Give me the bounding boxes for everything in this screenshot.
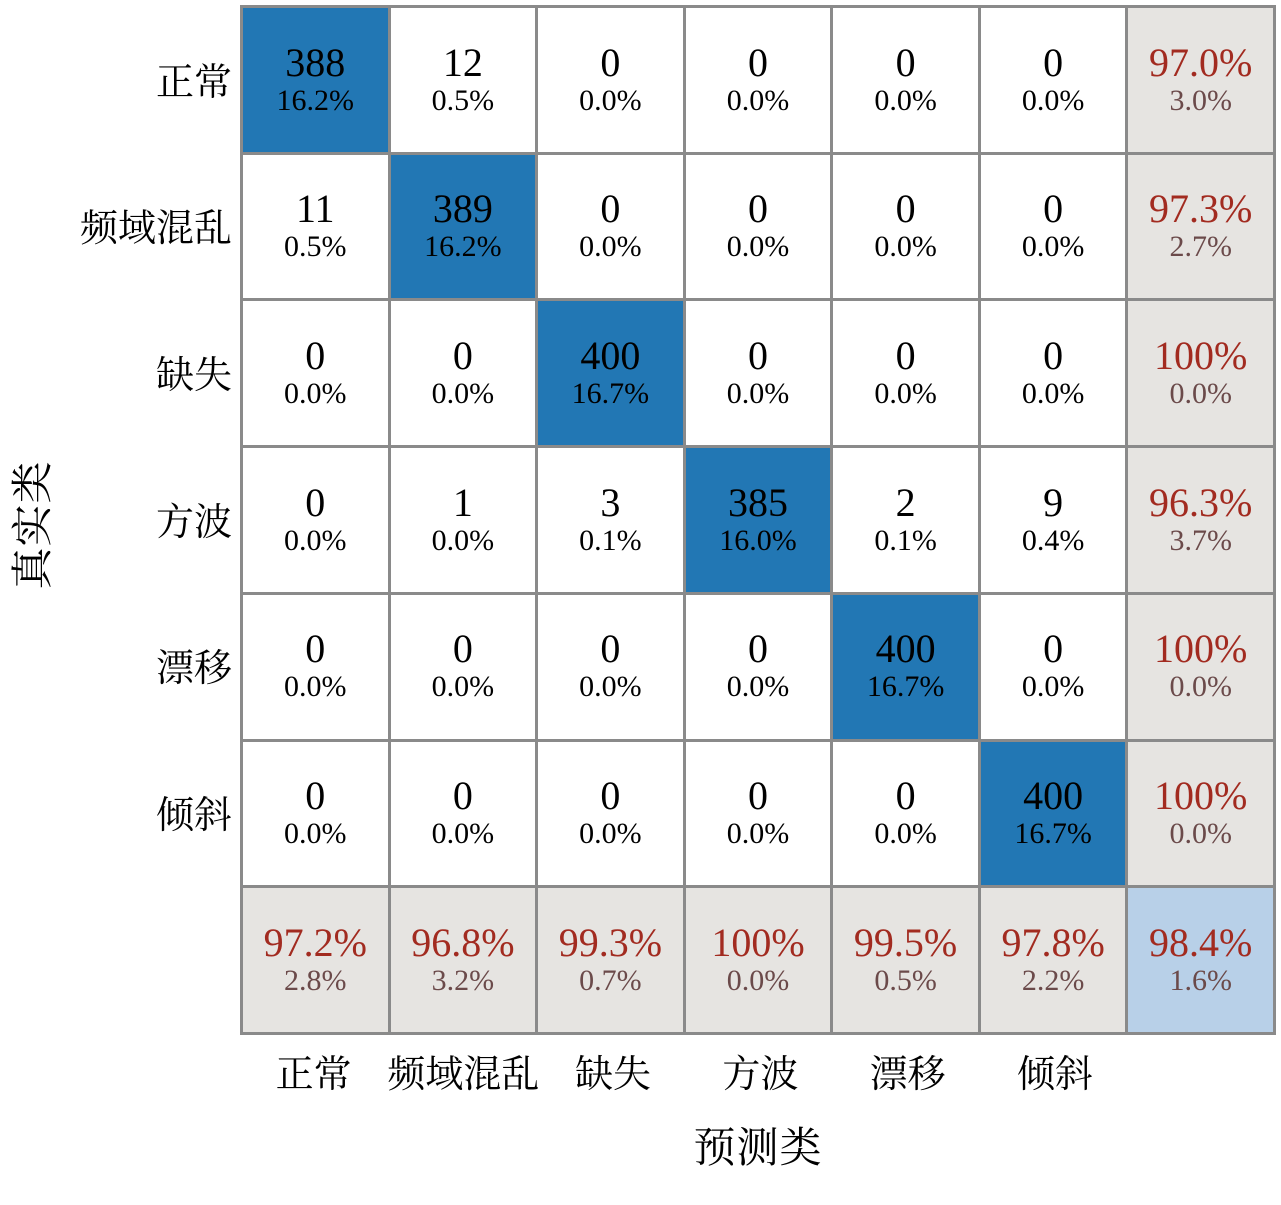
row-label-2: 缺失	[155, 352, 232, 397]
col-summary-4	[833, 888, 981, 1035]
cell-percent: 0.4%	[1021, 523, 1085, 557]
col-summary-2	[538, 888, 686, 1035]
row-label-0: 正常	[155, 59, 232, 104]
summary-correct: 99.3%	[558, 919, 663, 965]
cell-percent: 0.0%	[431, 670, 495, 704]
summary-incorrect: 2.7%	[1169, 230, 1232, 264]
matrix-cell-5-4	[833, 742, 981, 889]
cell-percent: 0.0%	[874, 817, 937, 851]
cell-percent: 0.0%	[579, 670, 642, 704]
row-summary-3	[1128, 448, 1276, 595]
cell-count: 0	[747, 39, 768, 85]
matrix-cell-0-1	[391, 8, 539, 155]
summary-incorrect: 2.2%	[1021, 963, 1085, 997]
summary-incorrect: 0.0%	[1169, 817, 1232, 851]
cell-count: 400	[580, 333, 641, 379]
cell-count: 0	[747, 333, 768, 379]
cell-percent: 0.0%	[726, 377, 790, 411]
x-axis-title: 预测类	[693, 1123, 823, 1172]
cell-count: 1	[452, 479, 473, 525]
matrix-cell-3-5	[981, 448, 1129, 595]
cell-count: 0	[895, 333, 916, 379]
row-summary-5	[1128, 742, 1276, 889]
cell-percent: 0.0%	[874, 230, 937, 264]
cell-percent: 0.0%	[1021, 377, 1085, 411]
column-label-row	[240, 1040, 1276, 1100]
column-label-4: 漂移	[869, 1051, 946, 1096]
matrix-cell-5-3	[686, 742, 834, 889]
row-label-5: 倾斜	[155, 792, 232, 837]
cell-count: 0	[747, 186, 768, 232]
cell-count: 0	[305, 773, 326, 819]
matrix-cell-2-2	[538, 301, 686, 448]
col-summary-3	[686, 888, 834, 1035]
matrix-cell-0-0	[243, 8, 391, 155]
cell-percent: 0.0%	[1021, 230, 1085, 264]
matrix-cell-1-5	[981, 155, 1129, 302]
cell-count: 0	[600, 773, 621, 819]
matrix-cell-1-1	[391, 155, 539, 302]
cell-percent: 0.5%	[284, 230, 347, 264]
matrix-cell-4-2	[538, 595, 686, 742]
matrix-cell-3-3	[686, 448, 834, 595]
cell-count: 0	[747, 626, 768, 672]
cell-percent: 0.1%	[579, 523, 642, 557]
matrix-cell-3-4	[833, 448, 981, 595]
cell-percent: 0.0%	[284, 817, 347, 851]
matrix-cell-4-1	[391, 595, 539, 742]
matrix-cell-4-5	[981, 595, 1129, 742]
summary-correct: 100%	[1154, 773, 1248, 819]
row-summary-2	[1128, 301, 1276, 448]
matrix-cell-2-5	[981, 301, 1129, 448]
matrix-cell-3-0	[243, 448, 391, 595]
row-label-4: 漂移	[155, 646, 232, 691]
cell-count: 0	[1043, 39, 1064, 85]
summary-correct: 99.5%	[853, 919, 958, 965]
row-summary-0	[1128, 8, 1276, 155]
matrix-cell-4-3	[686, 595, 834, 742]
summary-correct: 97.3%	[1149, 186, 1253, 232]
matrix-cell-2-4	[833, 301, 981, 448]
cell-percent: 16.7%	[866, 670, 945, 704]
summary-incorrect: 0.0%	[1169, 670, 1232, 704]
matrix-cell-2-3	[686, 301, 834, 448]
cell-percent: 16.0%	[719, 523, 797, 557]
cell-percent: 0.0%	[726, 670, 790, 704]
cell-count: 9	[1043, 479, 1064, 525]
matrix-cell-5-5	[981, 742, 1129, 889]
cell-percent: 0.0%	[579, 83, 642, 117]
col-summary-0	[243, 888, 391, 1035]
cell-count: 0	[1043, 333, 1064, 379]
summary-correct: 96.3%	[1149, 479, 1253, 525]
cell-percent: 16.2%	[424, 230, 502, 264]
cell-count: 0	[600, 626, 621, 672]
cell-count: 2	[895, 479, 916, 525]
cell-count: 11	[296, 186, 335, 232]
column-label-1: 频域混乱	[387, 1051, 540, 1096]
cell-percent: 0.0%	[431, 817, 495, 851]
cell-count: 0	[452, 626, 473, 672]
cell-count: 0	[600, 39, 621, 85]
matrix-cell-1-2	[538, 155, 686, 302]
summary-correct: 100%	[711, 919, 805, 965]
cell-percent: 0.5%	[431, 83, 495, 117]
cell-percent: 0.0%	[874, 83, 937, 117]
summary-incorrect: 0.0%	[1169, 377, 1232, 411]
cell-count: 0	[1043, 626, 1064, 672]
matrix-cell-2-1	[391, 301, 539, 448]
column-label-3: 方波	[722, 1051, 799, 1096]
summary-incorrect: 3.7%	[1169, 523, 1232, 557]
cell-percent: 0.0%	[726, 817, 790, 851]
cell-count: 0	[747, 773, 768, 819]
summary-correct: 97.2%	[263, 919, 367, 965]
col-summary-1	[391, 888, 539, 1035]
cell-percent: 0.0%	[284, 523, 347, 557]
cell-percent: 0.0%	[579, 817, 642, 851]
cell-percent: 0.0%	[726, 230, 790, 264]
cell-count: 0	[305, 626, 326, 672]
summary-correct: 100%	[1154, 333, 1248, 379]
cell-count: 0	[895, 39, 916, 85]
summary-incorrect: 3.0%	[1169, 83, 1232, 117]
matrix-cell-4-4	[833, 595, 981, 742]
matrix-cell-1-4	[833, 155, 981, 302]
cell-percent: 16.7%	[571, 377, 650, 411]
summary-correct: 97.8%	[1001, 919, 1105, 965]
col-summary-5	[981, 888, 1129, 1035]
summary-correct: 100%	[1154, 626, 1248, 672]
cell-count: 400	[875, 626, 936, 672]
row-label-1: 频域混乱	[79, 206, 232, 251]
summary-incorrect: 3.2%	[431, 963, 495, 997]
matrix-cell-5-0	[243, 742, 391, 889]
matrix-cell-5-2	[538, 742, 686, 889]
matrix-cell-1-0	[243, 155, 391, 302]
summary-correct: 96.8%	[411, 919, 515, 965]
matrix-cell-5-1	[391, 742, 539, 889]
cell-count: 0	[600, 186, 621, 232]
row-summary-4	[1128, 595, 1276, 742]
cell-count: 389	[432, 186, 493, 232]
matrix-cell-4-0	[243, 595, 391, 742]
cell-count: 0	[895, 186, 916, 232]
cell-percent: 0.0%	[726, 83, 790, 117]
matrix-cell-0-3	[686, 8, 834, 155]
cell-percent: 16.2%	[276, 83, 355, 117]
matrix-cell-0-4	[833, 8, 981, 155]
row-label-3: 方波	[155, 499, 232, 544]
cell-count: 388	[285, 39, 346, 85]
cell-count: 0	[452, 773, 473, 819]
summary-incorrect: 0.5%	[874, 963, 937, 997]
column-label-5: 倾斜	[1016, 1051, 1093, 1096]
overall-accuracy-cell	[1128, 888, 1276, 1035]
cell-percent: 16.7%	[1014, 817, 1092, 851]
cell-count: 400	[1023, 773, 1084, 819]
cell-count: 385	[727, 479, 788, 525]
column-label-0: 正常	[275, 1051, 352, 1096]
matrix-cell-0-2	[538, 8, 686, 155]
cell-percent: 0.0%	[1021, 670, 1085, 704]
matrix-grid	[240, 5, 1276, 1035]
matrix-cell-0-5	[981, 8, 1129, 155]
cell-count: 0	[452, 333, 473, 379]
cell-count: 3	[600, 479, 621, 525]
matrix-cell-1-3	[686, 155, 834, 302]
column-label-summary	[1129, 1040, 1276, 1100]
cell-count: 0	[895, 773, 916, 819]
cell-count: 0	[305, 479, 326, 525]
overall-correct: 98.4%	[1149, 919, 1253, 965]
matrix-cell-3-2	[538, 448, 686, 595]
overall-incorrect: 1.6%	[1169, 963, 1232, 997]
cell-percent: 0.0%	[1021, 83, 1085, 117]
row-label-column	[60, 5, 240, 885]
summary-incorrect: 0.0%	[726, 963, 790, 997]
column-label-2: 缺失	[575, 1051, 652, 1096]
cell-percent: 0.0%	[284, 377, 347, 411]
cell-count: 0	[1043, 186, 1064, 232]
cell-percent: 0.1%	[874, 523, 937, 557]
cell-percent: 0.0%	[579, 230, 642, 264]
cell-percent: 0.0%	[431, 377, 495, 411]
summary-correct: 97.0%	[1149, 39, 1253, 85]
matrix-cell-3-1	[391, 448, 539, 595]
cell-percent: 0.0%	[284, 670, 347, 704]
cell-count: 0	[305, 333, 326, 379]
cell-percent: 0.0%	[874, 377, 937, 411]
row-summary-1	[1128, 155, 1276, 302]
cell-count: 12	[442, 39, 483, 85]
summary-incorrect: 0.7%	[579, 963, 642, 997]
y-axis-title: 真实类	[8, 460, 57, 590]
cell-percent: 0.0%	[431, 523, 495, 557]
matrix-cell-2-0	[243, 301, 391, 448]
summary-incorrect: 2.8%	[284, 963, 347, 997]
